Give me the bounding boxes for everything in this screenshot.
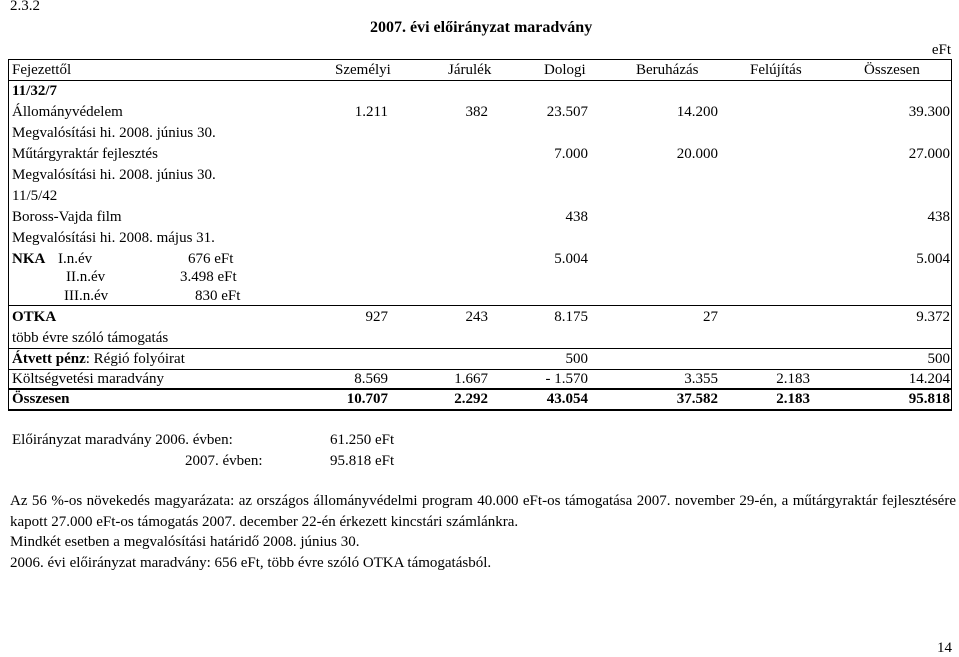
row-label-boross-vajda: Boross-Vajda film: [12, 209, 122, 225]
header-jarulek: Járulék: [448, 62, 492, 78]
table-left-border: [8, 59, 9, 411]
row-label-total: Összesen: [12, 391, 70, 407]
cell-jarulek: 243: [465, 309, 488, 325]
program-code: 11/5/42: [12, 188, 58, 204]
cell-beruhazas: 3.355: [684, 371, 718, 387]
atvett-penz-rest: : Régió folyóirat: [85, 351, 185, 367]
row-border: [8, 348, 951, 349]
remainder-value-2007: 95.818 eFt: [330, 453, 395, 469]
cell-osszesen: 5.004: [916, 251, 950, 267]
remainder-value-2006: 61.250 eFt: [330, 432, 395, 448]
cell-dologi: 8.175: [554, 309, 588, 325]
cell-dologi: 438: [565, 209, 588, 225]
header-fejezettol: Fejezettől: [12, 62, 72, 78]
section-number: 2.3.2: [10, 0, 40, 14]
cell-osszesen: 500: [927, 351, 950, 367]
atvett-penz-bold: Átvett pénz: [12, 351, 86, 367]
table-bottom-border: [8, 409, 951, 411]
deadline-note: Megvalósítási hi. 2008. június 30.: [12, 167, 216, 183]
row-label-otka: OTKA: [12, 309, 57, 325]
cell-felujitas: 2.183: [776, 371, 810, 387]
cell-szemelyi: 927: [365, 309, 388, 325]
unit-label: eFt: [931, 42, 951, 58]
otka-note: több évre szóló támogatás: [12, 330, 169, 346]
nka-year-1: I.n.év: [58, 251, 93, 267]
header-dologi: Dologi: [544, 62, 586, 78]
explanation-paragraph: Az 56 %-os növekedés magyarázata: az országos állományvédelmi program 40.000 eFt-os támogatása 2007. november 29-én, a műtárgyraktár fejlesztésére kapott 27.000 eFt-os támogatás 2007. december 22-én érkezett kincstári számlánkra.: [10, 493, 956, 530]
page-number: 14: [937, 640, 952, 656]
cell-dologi: 23.507: [546, 104, 588, 120]
cell-dologi: 7.000: [554, 146, 588, 162]
deadline-note: Megvalósítási hi. 2008. május 31.: [12, 230, 215, 246]
header-bottom-border: [8, 80, 951, 81]
row-border: [8, 305, 951, 306]
total-felujitas: 2.183: [776, 391, 810, 407]
total-szemelyi: 10.707: [346, 391, 388, 407]
cell-beruhazas: 14.200: [676, 104, 718, 120]
nka-year-3: III.n.év: [64, 288, 109, 304]
total-dologi: 43.054: [546, 391, 588, 407]
cell-osszesen: 27.000: [908, 146, 950, 162]
cell-dologi: - 1.570: [545, 371, 588, 387]
header-felujitas: Felújítás: [750, 62, 802, 78]
header-osszesen: Összesen: [864, 62, 920, 78]
cell-szemelyi: 1.211: [354, 104, 388, 120]
total-jarulek: 2.292: [454, 391, 488, 407]
cell-szemelyi: 8.569: [354, 371, 388, 387]
cell-osszesen: 9.372: [916, 309, 950, 325]
nka-year-2: II.n.év: [66, 269, 106, 285]
row-label-allomanyvedelem: Állományvédelem: [12, 104, 123, 120]
cell-osszesen: 438: [927, 209, 950, 225]
cell-osszesen: 14.204: [908, 371, 950, 387]
header-beruhazas: Beruházás: [636, 62, 699, 78]
row-label-nka: NKA: [12, 251, 46, 267]
nka-value-3: 830 eFt: [195, 288, 241, 304]
program-code: 11/32/7: [12, 83, 58, 99]
header-szemelyi: Személyi: [335, 62, 391, 78]
cell-osszesen: 39.300: [908, 104, 950, 120]
total-beruhazas: 37.582: [676, 391, 718, 407]
cell-dologi: 5.004: [554, 251, 588, 267]
deadline-paragraph: Mindkét esetben a megvalósítási határidő 2008. június 30.: [10, 534, 360, 550]
row-label-koltsegvetesi: Költségvetési maradvány: [12, 371, 165, 387]
nka-value-1: 676 eFt: [188, 251, 234, 267]
cell-beruhazas: 20.000: [676, 146, 718, 162]
row-label-mutargyraktar: Műtárgyraktár fejlesztés: [12, 146, 158, 162]
total-osszesen: 95.818: [908, 391, 950, 407]
table-top-border: [8, 59, 951, 60]
page-title: 2007. évi előirányzat maradvány: [370, 19, 593, 36]
remainder-label-2006: Előirányzat maradvány 2006. évben:: [12, 432, 233, 448]
table-right-border: [951, 59, 952, 411]
remainder-label-2007: 2007. évben:: [185, 453, 263, 469]
cell-dologi: 500: [565, 351, 588, 367]
nka-value-2: 3.498 eFt: [180, 269, 237, 285]
cell-jarulek: 382: [465, 104, 488, 120]
otka-paragraph: 2006. évi előirányzat maradvány: 656 eFt, több évre szóló OTKA támogatásból.: [10, 555, 492, 571]
row-label-atvett-penz: [12, 350, 185, 368]
cell-jarulek: 1.667: [454, 371, 488, 387]
cell-beruhazas: 27: [703, 309, 718, 325]
deadline-note: Megvalósítási hi. 2008. június 30.: [12, 125, 216, 141]
